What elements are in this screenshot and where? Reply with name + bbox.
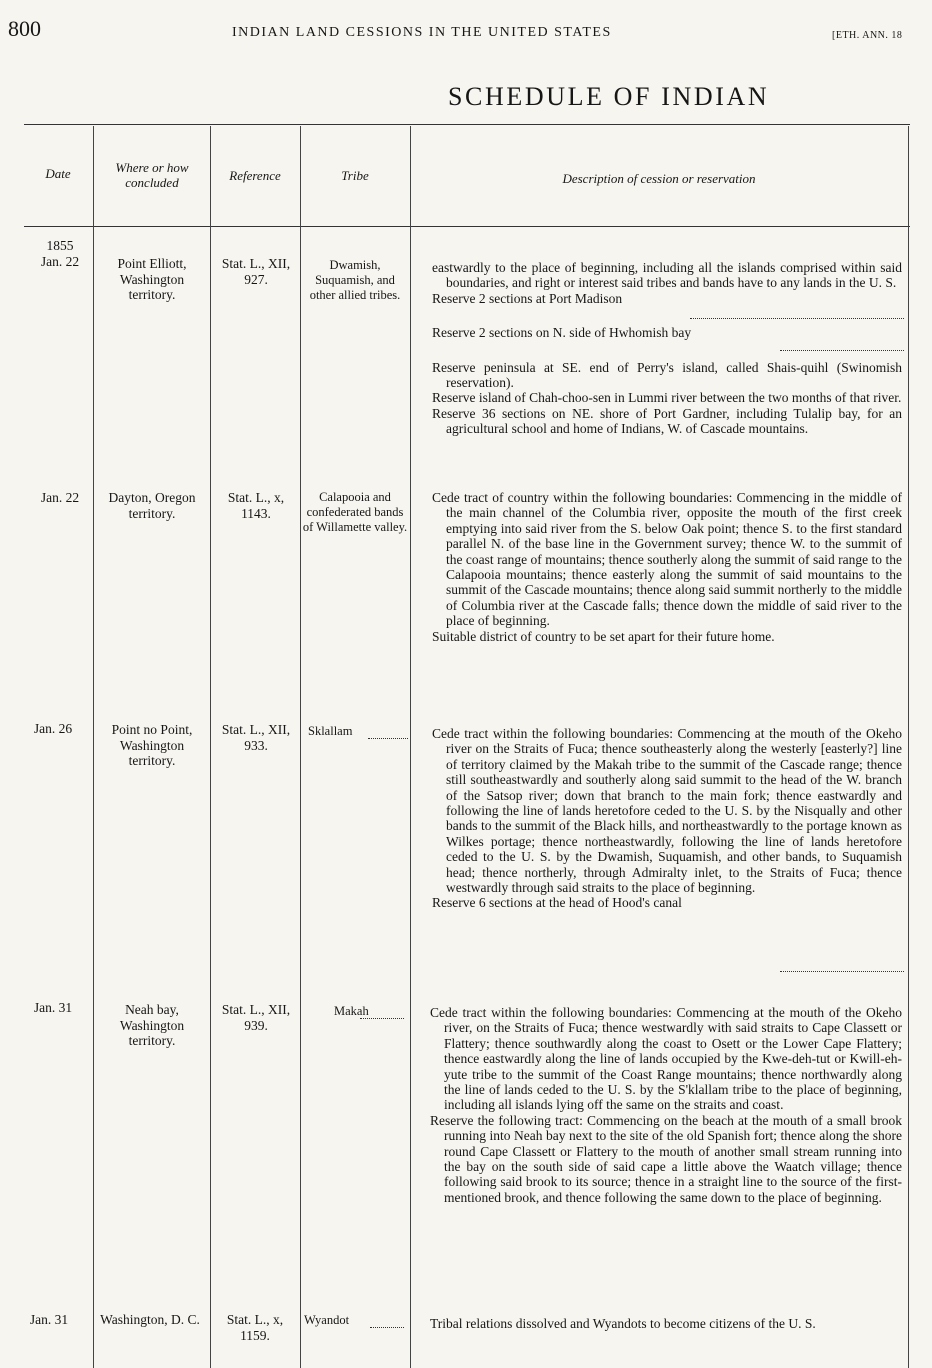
page-number: 800 — [8, 16, 41, 41]
column-divider — [908, 126, 909, 1368]
where-cell: Point Elliott, Washington territory. — [117, 256, 187, 302]
date-cell — [8, 1312, 90, 1328]
date-cell — [30, 238, 90, 269]
reference-cell: Stat. L., x, 1143. — [227, 490, 285, 521]
reference-cell: Stat. L., XII, 933. — [221, 722, 291, 753]
column-divider — [93, 126, 94, 1368]
schedule-title: SCHEDULE OF INDIAN — [448, 82, 770, 111]
date: Jan. 22 — [40, 490, 80, 505]
column-header-description: Description of cession or reservation — [562, 171, 756, 186]
description-entry: Tribal relations dissolved and Wyandots to become citizens of the U. S. — [430, 1316, 816, 1331]
date: Jan. 31 — [33, 1000, 73, 1015]
description-cell — [430, 1005, 902, 1205]
where-cell: Point no Point, Washington territory. — [111, 722, 193, 768]
description-cell — [432, 260, 902, 437]
description-cell — [430, 1316, 902, 1331]
tribe-cell: Makah — [334, 1004, 369, 1018]
column-header-tribe: Tribe — [341, 168, 369, 183]
table-top-rule — [24, 124, 910, 125]
column-divider — [210, 126, 211, 1368]
where-cell: Neah bay, Washington territory. — [119, 1002, 185, 1048]
date-cell — [16, 1000, 90, 1016]
tribe-cell: Wyandot — [304, 1313, 350, 1327]
date: Jan. 26 — [33, 721, 73, 736]
dotted-leader — [360, 1018, 404, 1019]
description-cell — [432, 490, 902, 644]
date-cell — [16, 721, 90, 737]
tribe-cell: Dwamish, Suquamish, and other allied tribes. — [309, 258, 401, 302]
dotted-leader — [370, 1327, 404, 1328]
description-entry: Reserve island of Chah-choo-sen in Lummi river between the two months of that river. — [432, 390, 902, 406]
column-header-date: Date — [45, 166, 71, 181]
date: Jan. 22 — [40, 253, 80, 269]
date: Jan. 31 — [29, 1312, 69, 1327]
description-entry: Suitable district of country to be set apart for their future home. — [432, 628, 775, 644]
year: 1855 — [46, 238, 74, 253]
column-divider — [410, 126, 411, 1368]
where-cell: Dayton, Oregon territory. — [108, 490, 196, 521]
dotted-leader — [780, 971, 904, 972]
where-cell: Washington, D. C. — [100, 1312, 200, 1327]
dotted-leader — [780, 350, 904, 351]
description-entry: Cede tract within the following boundaries: Commencing at the mouth of the Okeho river, on the Straits of Fuca; thence westwardly with said straits to Cape Classett or Flattery; thence southwardly along the coast to Osett or the Lower Cape Flattery; thence eastwardly along the line of lands occupied by the Kwe-deh-tut or Kwill-eh-yute tribe to the summit of the Coast Range mountains; thence northwardly along the line of lands ceded to the U. S. by the S'klallam tribe to the place of beginning, including all islands lying off the same on the straits and coast. — [430, 1005, 902, 1113]
reference-cell: Stat. L., XII, 927. — [221, 256, 291, 287]
running-title: INDIAN LAND CESSIONS IN THE UNITED STATES — [232, 25, 612, 40]
description-entry: Reserve 36 sections on NE. shore of Port Gardner, including Tulalip bay, for an agricultural school and home of Indians, W. of Cascade mountains. — [432, 405, 902, 437]
dotted-leader — [690, 318, 904, 319]
column-header-where: Where or how concluded — [115, 160, 189, 190]
annual-report-reference: [ETH. ANN. 18 — [832, 30, 903, 41]
description-entry: Reserve 2 sections at Port Madison — [432, 290, 623, 306]
tribe-cell: Calapooia and confederated bands of Willamette valley. — [302, 490, 408, 534]
description-entry: Reserve peninsula at SE. end of Perry's island, called Shais-quihl (Swinomish reservation). — [432, 359, 902, 391]
description-entry: Cede tract of country within the following boundaries: Commencing in the middle of the main channel of the Columbia river, opposite the mouth of the first creek emptying into said river from the S. below Oak point; thence S. to the first standard parallel N. of the base line in the Government survey; thence W. to the summit of the coast range of mountains; thence southerly along the summit of said range to the Calapooia mountains; thence easterly along the summit of said mountains to the summit of the Cascade mountains; thence along said summit northerly to the middle of Columbia river at the Cascade falls; thence down the middle of said river to the place of beginning. — [432, 490, 902, 629]
description-cell — [432, 726, 902, 911]
reference-cell: Stat. L., x, 1159. — [226, 1312, 284, 1343]
column-divider — [300, 126, 301, 1368]
description-entry: eastwardly to the place of beginning, including all the islands comprised within said boundaries, and right or interest said tribes and bands have to any lands in the U. S. — [432, 260, 902, 291]
reference-cell: Stat. L., XII, 939. — [221, 1002, 291, 1033]
description-entry: Reserve 6 sections at the head of Hood's canal — [432, 895, 682, 911]
table-header-rule — [24, 226, 910, 227]
description-entry: Reserve the following tract: Commencing on the beach at the mouth of a small brook running into Neah bay next to the site of the old Spanish fort; thence along the shore round Cape Classett or Flattery to the mouth of another small stream running into the bay on the south side of said cape a little above the Waatch village; thence following said brook to its source; thence in a straight line to the source of the first-mentioned brook, and thence following the same down to the place of beginning. — [430, 1112, 902, 1205]
tribe-cell: Sklallam — [308, 724, 353, 738]
description-entry: Reserve 2 sections on N. side of Hwhomish bay — [432, 325, 692, 341]
date-cell — [30, 490, 90, 506]
dotted-leader — [368, 738, 408, 739]
column-header-reference: Reference — [229, 168, 281, 183]
description-entry: Cede tract within the following boundaries: Commencing at the mouth of the Okeho river on the Straits of Fuca; thence southeasterly along the westerly [easterly?] line of territory claimed by the Makah tribe to the summit of the Cascade range; thence still southeastwardly and southerly along said summit to the head of the W. branch of the Satsop river; down that branch to the main fork; thence eastwardly and following the line of lands heretofore ceded to the U. S. by the Nisqually and other bands to the summit of the Black hills, and northeastwardly to the portage known as Wilkes portage; thence northeastwardly, following the line of lands heretofore ceded to the U. S. by the Dwamish, Suquamish, and other bands, to Suquamish head; thence northerly, through Admiralty inlet, to the Straits of Fuca; thence westwardly through said straits to the place of beginning. — [432, 726, 902, 896]
